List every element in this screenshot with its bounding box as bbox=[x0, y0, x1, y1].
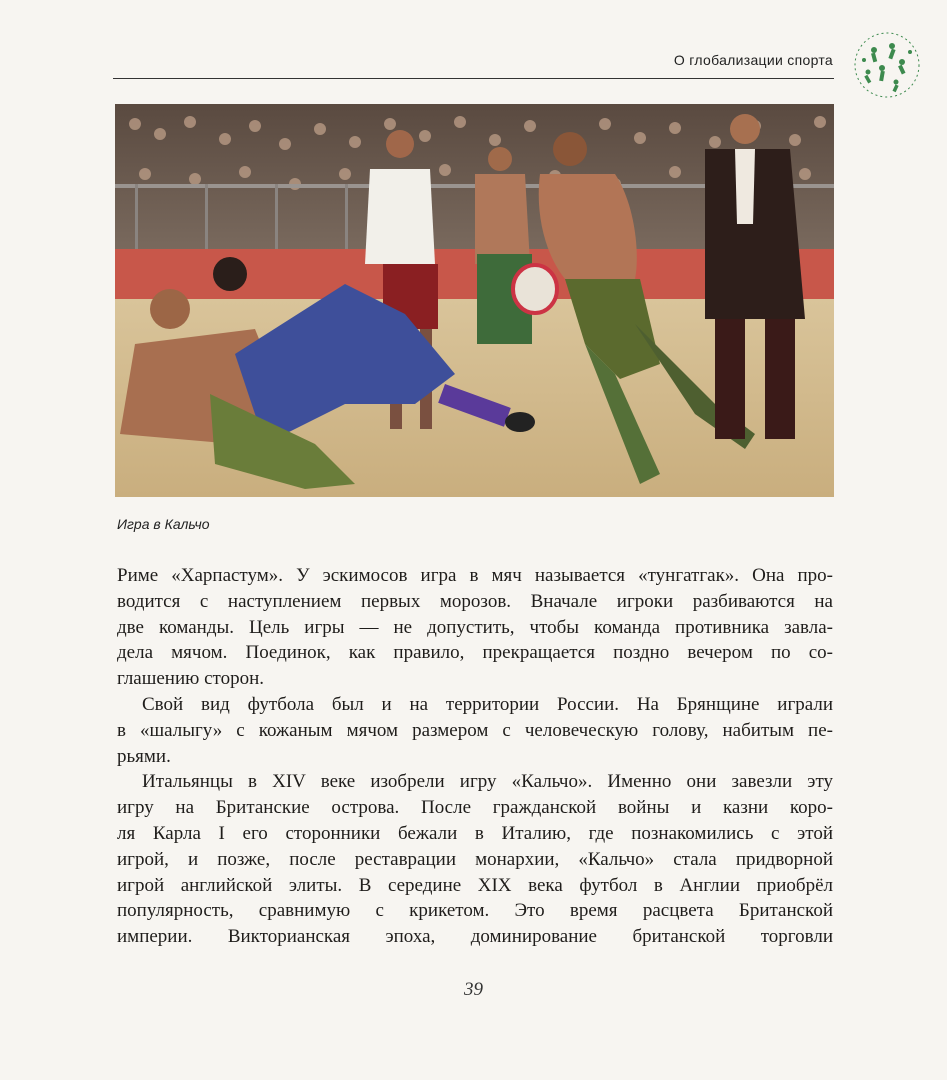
text-line: рьями. bbox=[117, 745, 171, 767]
text-line: две команды. Цель игры — не допустить, чтобы команда противника завла- bbox=[117, 616, 833, 638]
header-rule bbox=[113, 78, 834, 79]
text-line: Итальянцы в XIV веке изобрели игру «Кальчо». Именно они завезли эту bbox=[142, 771, 833, 793]
text-line: империи. Викторианская эпоха, доминирование британской торговли bbox=[117, 926, 833, 948]
text-line: игру на Британские острова. После гражданской войны и казни коро- bbox=[117, 797, 833, 819]
paragraph-3 bbox=[117, 769, 833, 950]
text-line: глашению сторон. bbox=[117, 668, 264, 690]
text-line: водится с наступлением первых морозов. Вначале игроки разбиваются на bbox=[117, 590, 833, 612]
calcio-photo bbox=[115, 104, 834, 497]
emblem-icon bbox=[852, 30, 922, 100]
text-line: Свой вид футбола был и на территории России. На Брянщине играли bbox=[142, 693, 833, 715]
text-line: дела мячом. Поединок, как правило, прекращается поздно вечером по со- bbox=[117, 642, 833, 664]
text-line: игрой, и позже, после реставрации монархии, «Кальчо» стала придворной bbox=[117, 848, 833, 870]
text-line: Риме «Харпастум». У эскимосов игра в мяч называется «тунгатгак». Она про- bbox=[117, 565, 833, 586]
text-line: популярность, сравнимую с крикетом. Это время расцвета Британской bbox=[117, 900, 833, 922]
paragraph-2 bbox=[117, 692, 833, 769]
figure-caption: Игра в Кальчо bbox=[117, 516, 210, 532]
running-head: О глобализации спорта bbox=[673, 52, 833, 68]
text-line: ля Карла I его сторонники бежали в Италию, где познакомились с этой bbox=[117, 822, 833, 844]
body-text bbox=[117, 563, 833, 950]
text-line: игрой английской элиты. В середине XIX века футбол в Англии приобрёл bbox=[117, 874, 833, 896]
paragraph-1 bbox=[117, 563, 833, 692]
text-line: в «шалыгу» с кожаным мячом размером с человеческую голову, набитым пе- bbox=[117, 719, 833, 741]
page-number: 39 bbox=[464, 979, 483, 1000]
